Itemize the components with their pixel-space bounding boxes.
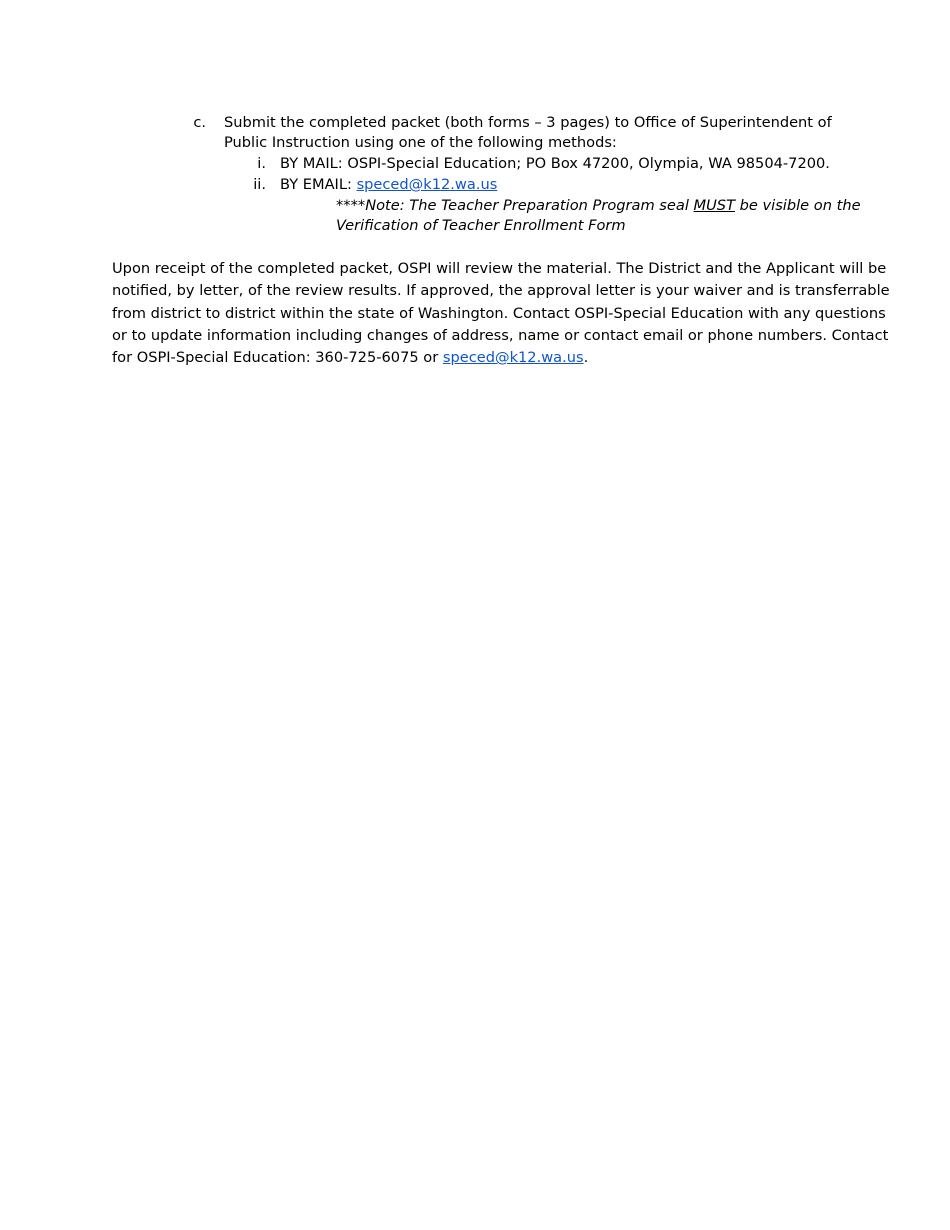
paragraph-line-1: Upon receipt of the completed packet, OSPI will review the material. The District and the Applicant will be — [112, 260, 887, 277]
email-link[interactable]: speced@k12.wa.us — [356, 176, 498, 193]
contact-email-link[interactable]: speced@k12.wa.us — [442, 349, 584, 367]
list-marker-i: i. — [257, 155, 266, 172]
email-label: BY EMAIL: — [280, 176, 357, 193]
list-marker-c: c. — [193, 114, 206, 131]
note-text-before: Note: The Teacher Preparation Program seal — [365, 197, 694, 214]
list-item-email — [280, 175, 497, 195]
contact-prefix: for OSPI-Special Education: 360-725-6075 or — [112, 349, 443, 367]
paragraph-line-4: or to update information including changes of address, name or contact email or phone numbers. Contact — [112, 326, 889, 344]
paragraph-line-5 — [112, 347, 842, 369]
note-text-after: be visible on the — [734, 197, 861, 214]
note-line-1 — [336, 196, 861, 216]
list-item-mail: BY MAIL: OSPI-Special Education; PO Box 47200, Olympia, WA 98504-7200. — [280, 155, 830, 172]
list-marker-ii: ii. — [253, 176, 266, 193]
list-item-c-line-1: Submit the completed packet (both forms – 3 pages) to Office of Superintendent of — [224, 114, 832, 131]
note-emphasis: MUST — [693, 197, 735, 214]
review-paragraph — [112, 258, 890, 369]
note-line-2: Verification of Teacher Enrollment Form — [336, 217, 626, 234]
contact-suffix: . — [583, 349, 589, 367]
paragraph-line-3: from district to district within the state of Washington. Contact OSPI-Special Education with any questions — [112, 304, 886, 322]
note-stars: **** — [336, 197, 366, 214]
paragraph-line-2: notified, by letter, of the review results. If approved, the approval letter is your waiver and is transferrable — [112, 282, 890, 300]
list-item-c-line-2: Public Instruction using one of the following methods: — [224, 134, 617, 151]
